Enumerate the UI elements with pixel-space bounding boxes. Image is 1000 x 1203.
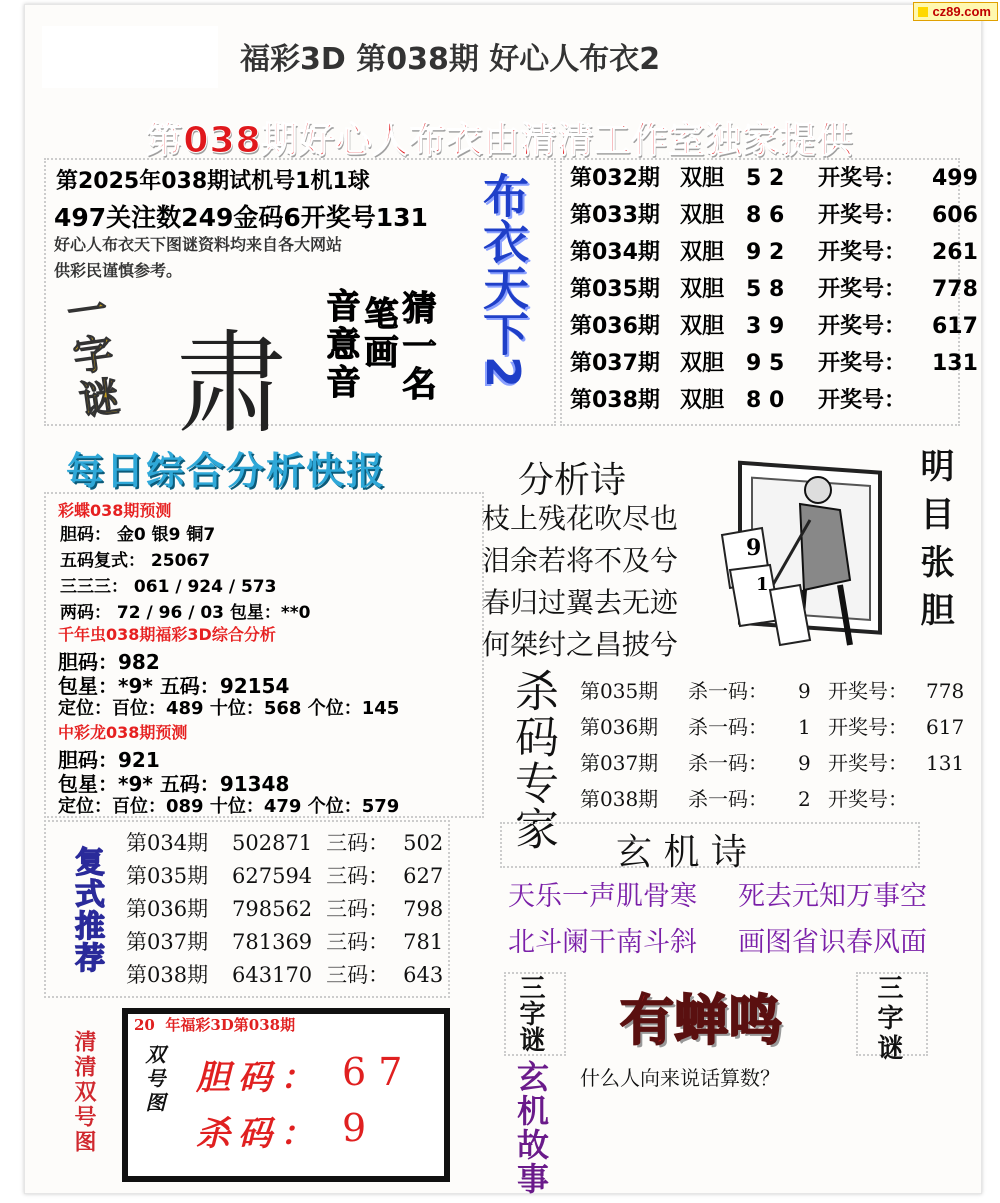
kill-code-prize-label: 开奖号： xyxy=(828,787,908,811)
shuangdan-period: 第035期 xyxy=(570,277,660,302)
qiannian-wuma-label: 五码： xyxy=(159,674,220,698)
trial-line-2: 497关注数249金码6开奖号131 xyxy=(54,203,428,232)
shuangdan-prize: 606 xyxy=(932,203,978,228)
shuangdan-table xyxy=(570,162,982,421)
shuangdan-label: 双胆 xyxy=(680,388,725,413)
riddle-hint-col-1: 猜一名 xyxy=(396,290,436,404)
kill-code-period: 第038期 xyxy=(580,787,659,811)
kill-code-num: 1 xyxy=(798,715,811,739)
shuangdan-prize xyxy=(932,384,982,421)
fushi-san-label: 三码： xyxy=(326,831,390,855)
shuanghao-sha-label: 杀码： xyxy=(196,1114,322,1154)
xuanji-line-1a: 天乐一声肌骨寒 xyxy=(508,881,697,912)
shuanghao-dan-label: 胆码： xyxy=(196,1058,322,1098)
fushi-period: 第036期 xyxy=(126,897,209,921)
qiannian-ge: 个位：145 xyxy=(307,698,400,719)
fushi-period: 第038期 xyxy=(126,963,209,987)
shuanghao-side: 双号图 xyxy=(142,1044,166,1116)
qiannian-shi: 十位：568 xyxy=(209,698,302,719)
shuangdan-code: 9 5 xyxy=(746,351,785,376)
fushi-san: 643 xyxy=(403,963,444,987)
fushi-san: 798 xyxy=(403,897,444,921)
shuangdan-prize-label: 开奖号： xyxy=(818,240,907,265)
zhongcai-bai: 百位：089 xyxy=(112,796,204,817)
sanzi-left-label: 三字谜 xyxy=(515,974,545,1052)
zhongcai-dan: 胆码：921 xyxy=(58,748,160,772)
analysis-poem-line-2: 泪余若将不及兮 xyxy=(482,544,679,577)
fushi-label: 复式推荐 xyxy=(69,846,104,974)
shuangdan-code: 5 2 xyxy=(746,166,785,191)
fushi-code: 798562 xyxy=(232,897,313,921)
xuanji-line-2a: 北斗阑干南斗斜 xyxy=(508,927,697,958)
shuangdan-code: 8 0 xyxy=(746,388,785,413)
xuanji-line-2b: 画图省识春风面 xyxy=(738,927,927,958)
zhongcai-ge: 个位：579 xyxy=(307,796,400,817)
zhongcai-dingwei xyxy=(58,792,399,818)
xuanji-line-1b: 死去元知万事空 xyxy=(738,881,927,912)
caidie-title: 彩蝶038期预测 xyxy=(58,501,172,520)
shuangdan-code: 3 9 xyxy=(746,314,785,339)
qiannian-bai: 百位：489 xyxy=(112,698,204,719)
shuangdan-row xyxy=(570,310,982,347)
fushi-table xyxy=(126,828,443,993)
provider-banner: 第038期好心人布衣由清清工作室独家提供 xyxy=(146,120,854,161)
riddle-hint-col-3: 音意音 xyxy=(320,288,360,402)
shuangdan-label: 双胆 xyxy=(680,166,725,191)
riddle-hint-col-2: 笔画 xyxy=(358,296,398,372)
fushi-san: 627 xyxy=(403,864,444,888)
disclaimer-line-2: 供彩民谨慎参考。 xyxy=(54,261,183,280)
fushi-period: 第037期 xyxy=(126,930,209,954)
shuangdan-code: 8 6 xyxy=(746,203,785,228)
shuangdan-period: 第038期 xyxy=(570,388,660,413)
analysis-poem-line-4: 何桀纣之昌披兮 xyxy=(482,628,679,661)
qiannian-dingwei xyxy=(58,694,399,720)
xuanji-gushi-label: 玄机故事 xyxy=(512,1060,550,1196)
site-watermark[interactable]: cz89.com xyxy=(913,2,998,21)
shuangdan-prize: 617 xyxy=(932,314,978,339)
shuangdan-prize-label: 开奖号： xyxy=(818,388,907,413)
zhongcai-bao: *9* xyxy=(118,772,153,796)
shuangdan-prize: 131 xyxy=(932,351,978,376)
analysis-poem-line-1: 枝上残花吹尽也 xyxy=(482,502,679,535)
qiannian-dan: 胆码：982 xyxy=(58,650,160,674)
fushi-row xyxy=(126,927,443,960)
qiannian-wuma: 92154 xyxy=(219,674,290,698)
shuangdan-period: 第036期 xyxy=(570,314,660,339)
cleaning-picture xyxy=(700,440,890,660)
xuanji-title: 玄 机 诗 xyxy=(616,832,747,873)
kill-code-label: 杀一码： xyxy=(688,751,768,775)
kill-code-row xyxy=(580,676,966,712)
fushi-san-label: 三码： xyxy=(326,930,390,954)
kill-code-table xyxy=(580,676,966,820)
fushi-san-label: 三码： xyxy=(326,897,390,921)
shuangdan-code: 5 8 xyxy=(746,277,785,302)
qiannian-title: 千年虫038期福彩3D综合分析 xyxy=(58,625,276,644)
shuangdan-period: 第033期 xyxy=(570,203,660,228)
zhongcai-wuma-label: 五码： xyxy=(159,772,220,796)
fushi-san: 781 xyxy=(403,930,444,954)
fushi-san-label: 三码： xyxy=(326,963,390,987)
kill-code-period: 第036期 xyxy=(580,715,659,739)
kill-code-row xyxy=(580,712,966,748)
shuangdan-period: 第034期 xyxy=(570,240,660,265)
riddle-big-char: 肃 xyxy=(176,320,286,448)
fushi-row xyxy=(126,894,443,927)
fushi-code: 781369 xyxy=(232,930,313,954)
shuangdan-prize-label: 开奖号： xyxy=(818,277,907,302)
qiannian-bao: *9* xyxy=(118,674,153,698)
trial-line-1: 第2025年038期试机号1机1球 xyxy=(56,169,370,194)
zhongcai-dw-label: 定位： xyxy=(58,796,112,817)
zhongcai-title: 中彩龙038期预测 xyxy=(58,723,188,742)
riddle-question: 什么人向来说话算数？ xyxy=(580,1066,780,1090)
kill-code-prize: 131 xyxy=(926,751,965,775)
fushi-period: 第035期 xyxy=(126,864,209,888)
disclaimer-line-1: 好心人布衣天下图谜资料均来自各大网站 xyxy=(54,235,343,254)
shuangdan-code: 9 2 xyxy=(746,240,785,265)
analysis-poem-title: 分析诗 xyxy=(518,460,627,501)
daily-analysis-title: 每日综合分析快报 xyxy=(66,449,387,493)
shuangdan-prize: 261 xyxy=(932,240,978,265)
shuangdan-period: 第037期 xyxy=(570,351,660,376)
kill-code-label: 杀一码： xyxy=(688,679,768,703)
shuangdan-label: 双胆 xyxy=(680,240,725,265)
qiannian-dw-label: 定位： xyxy=(58,698,112,719)
mingmu-zhangdan: 明目张胆 xyxy=(914,448,954,640)
kill-code-num: 9 xyxy=(798,679,811,703)
shuangdan-row xyxy=(570,273,982,310)
shuangdan-label: 双胆 xyxy=(680,314,725,339)
sanzi-right-label: 三字谜 xyxy=(873,974,903,1064)
fushi-row xyxy=(126,828,443,861)
kill-code-prize-label: 开奖号： xyxy=(828,715,908,739)
shuangdan-row xyxy=(570,162,982,199)
kill-code-prize: 778 xyxy=(926,679,965,703)
kill-code-expert-label: 杀码专家 xyxy=(507,668,558,852)
shuangdan-prize: 778 xyxy=(932,277,978,302)
kill-code-prize: 617 xyxy=(926,715,965,739)
zhongcai-shi: 十位：479 xyxy=(209,796,302,817)
zhongcai-bao-label: 包星： xyxy=(58,772,118,796)
shuangdan-row xyxy=(570,384,982,421)
kill-code-row xyxy=(580,748,966,784)
blank-logo-box xyxy=(42,26,218,88)
analysis-poem-line-3: 春归过翼去无迹 xyxy=(482,586,679,619)
caidie-sansan: 三三三： 061 / 924 / 573 xyxy=(60,577,277,597)
kill-code-prize-label: 开奖号： xyxy=(828,751,908,775)
shuangdan-prize-label: 开奖号： xyxy=(818,203,907,228)
shuangdan-prize-label: 开奖号： xyxy=(818,314,907,339)
brand-vertical: 布衣天下2 xyxy=(476,172,530,389)
kill-code-period: 第035期 xyxy=(580,679,659,703)
kill-code-row xyxy=(580,784,966,820)
fushi-code: 627594 xyxy=(232,864,313,888)
fushi-code: 643170 xyxy=(232,963,313,987)
one-char-riddle-label: 一字谜 xyxy=(58,287,123,425)
youchan-title: 有蝉鸣 xyxy=(620,989,782,1052)
caidie-dan: 胆码： 金0 银9 铜7 xyxy=(60,525,216,545)
picture-digit-9: 9 xyxy=(746,535,762,561)
kill-code-period: 第037期 xyxy=(580,751,659,775)
kill-code-label: 杀一码： xyxy=(688,787,768,811)
qingqing-label: 清清双号图 xyxy=(71,1030,96,1155)
shuanghao-year: 20 年福彩3D第038期 xyxy=(134,1016,296,1034)
kill-code-num: 9 xyxy=(798,751,811,775)
shuangdan-label: 双胆 xyxy=(680,203,725,228)
fushi-row xyxy=(126,960,443,993)
shuangdan-row xyxy=(570,347,982,384)
shuangdan-prize-label: 开奖号： xyxy=(818,166,907,191)
shuangdan-row xyxy=(570,199,982,236)
shuangdan-period: 第032期 xyxy=(570,166,660,191)
fushi-san-label: 三码： xyxy=(326,864,390,888)
picture-digit-1: 1 xyxy=(756,574,769,595)
shuangdan-label: 双胆 xyxy=(680,277,725,302)
kill-code-prize xyxy=(926,784,966,820)
caidie-liangma: 两码： 72 / 96 / 03 包星：**0 xyxy=(60,603,311,623)
shuangdan-label: 双胆 xyxy=(680,351,725,376)
kill-code-num: 2 xyxy=(798,787,811,811)
kill-code-label: 杀一码： xyxy=(688,715,768,739)
kill-code-prize-label: 开奖号： xyxy=(828,679,908,703)
shuanghao-sha-value: 9 xyxy=(342,1106,367,1150)
shuangdan-row xyxy=(570,236,982,273)
shuangdan-prize: 499 xyxy=(932,166,978,191)
header-title: 福彩3D 第038期 好心人布衣2 xyxy=(240,42,661,77)
fushi-period: 第034期 xyxy=(126,831,209,855)
caidie-wuma: 五码复式： 25067 xyxy=(60,551,211,571)
fushi-san: 502 xyxy=(403,831,444,855)
qiannian-bao-label: 包星： xyxy=(58,674,118,698)
fushi-code: 502871 xyxy=(232,831,313,855)
shuangdan-prize-label: 开奖号： xyxy=(818,351,907,376)
zhongcai-wuma: 91348 xyxy=(219,772,290,796)
fushi-row xyxy=(126,861,443,894)
shuanghao-dan-value: 6 7 xyxy=(342,1050,403,1094)
